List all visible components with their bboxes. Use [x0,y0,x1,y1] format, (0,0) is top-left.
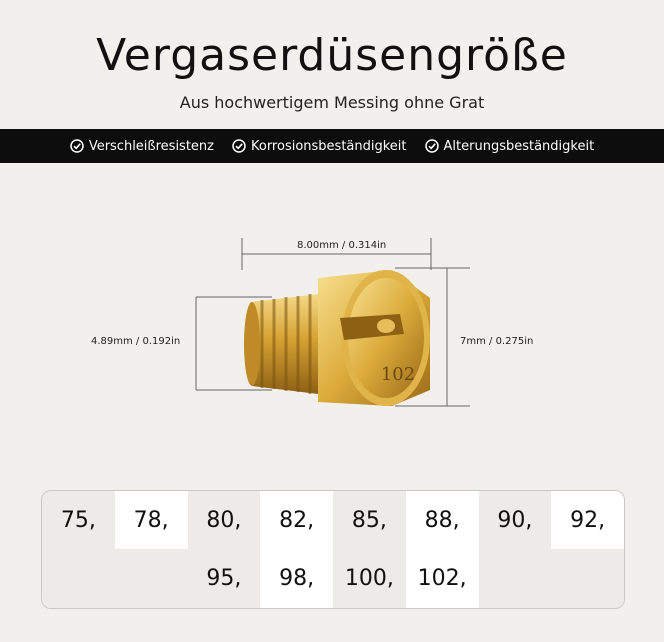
thread-diameter-label: 4.89mm / 0.192in [91,336,181,347]
size-cell: 100, [333,549,406,608]
size-cell: 75, [42,491,115,549]
page-subtitle: Aus hochwertigem Messing ohne Grat [179,93,485,112]
check-circle-icon [425,139,439,153]
feature-wear-resistance [70,139,214,154]
feature-label: Verschleißresistenz [88,138,214,154]
size-cell: 80, [188,491,261,549]
feature-label: Korrosionsbeständigkeit [250,138,407,154]
head-diameter-label: 7mm / 0.275in [460,336,534,347]
size-cell: 90, [479,491,552,549]
feature-aging-resistance [425,139,595,154]
size-cell-empty [479,549,552,608]
jet-size-marking: 102 [380,364,416,385]
size-cell-empty [115,549,188,608]
feature-label: Alterungsbeständigkeit [443,138,595,154]
size-cell: 85, [333,491,406,549]
feature-corrosion-resistance [232,139,407,154]
size-cell-empty [42,549,115,608]
size-cell: 95, [188,549,261,608]
check-circle-icon [232,139,246,153]
size-cell: 98, [260,549,333,608]
check-circle-icon [70,139,84,153]
jet-size-table [41,490,625,609]
size-cell: 88, [406,491,479,549]
carburetor-jet-illustration [0,230,664,420]
size-cell: 92, [551,491,624,549]
length-dimension-label: 8.00mm / 0.314in [297,240,387,251]
size-cell-empty [551,549,624,608]
jet-diagram [0,230,664,420]
size-cell: 102, [406,549,479,608]
feature-band [0,129,664,163]
size-cell: 78, [115,491,188,549]
page-title: Vergaserdüsengröße [96,30,568,81]
size-cell: 82, [260,491,333,549]
